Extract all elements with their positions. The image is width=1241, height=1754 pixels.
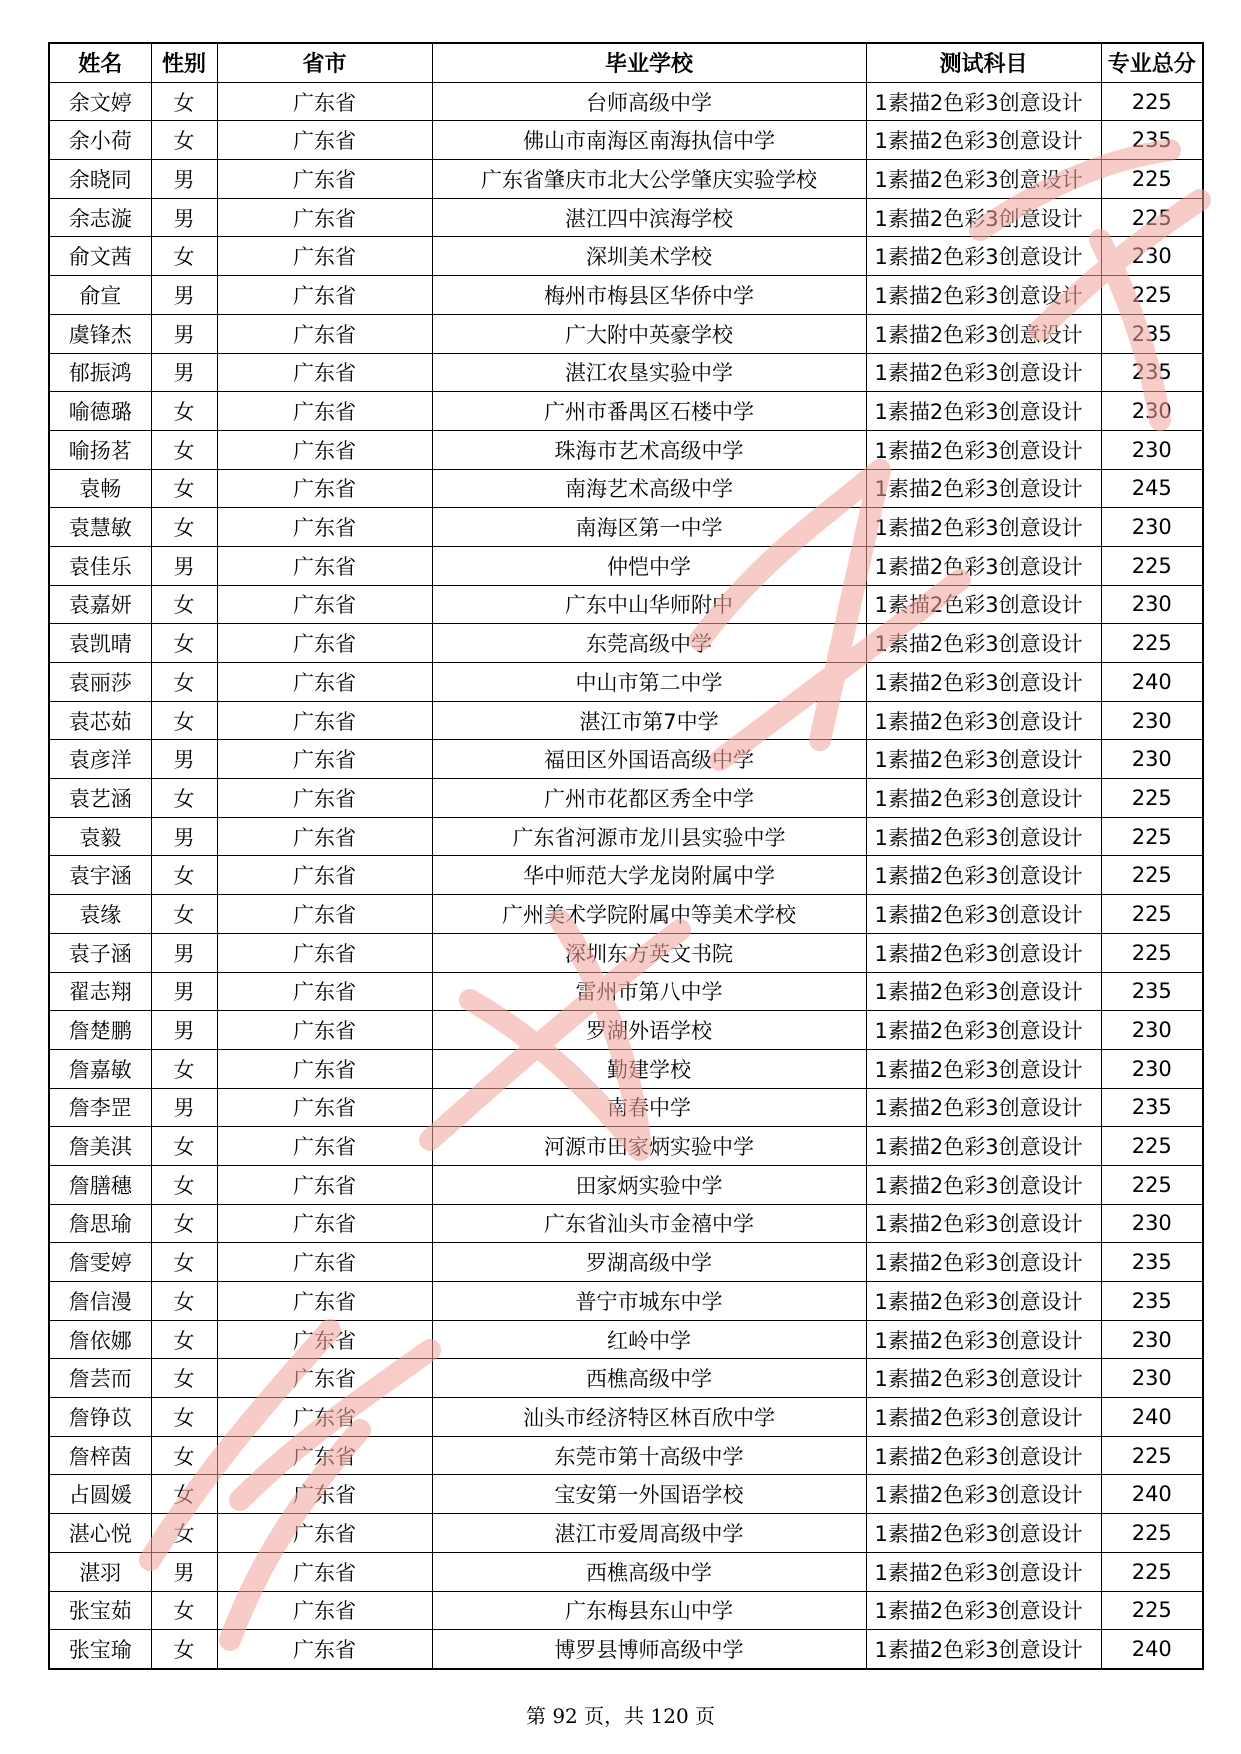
table-row <box>49 237 1203 276</box>
cell-gender: 男 <box>151 817 217 856</box>
cell-gender: 男 <box>151 314 217 353</box>
cell-subject: 1素描2色彩3创意设计 <box>866 779 1101 818</box>
cell-school: 中山市第二中学 <box>432 663 866 702</box>
col-header-name: 姓名 <box>49 43 151 82</box>
cell-gender: 女 <box>151 1320 217 1359</box>
cell-school: 深圳美术学校 <box>432 237 866 276</box>
table-row <box>49 508 1203 547</box>
cell-total-score: 230 <box>1101 740 1203 779</box>
cell-province: 广东省 <box>217 856 432 895</box>
cell-province: 广东省 <box>217 701 432 740</box>
cell-total-score: 230 <box>1101 1359 1203 1398</box>
score-table <box>48 42 1204 1670</box>
cell-school: 湛江农垦实验中学 <box>432 353 866 392</box>
table-row <box>49 314 1203 353</box>
cell-name: 郁振鸿 <box>49 353 151 392</box>
table-row <box>49 663 1203 702</box>
cell-province: 广东省 <box>217 1011 432 1050</box>
table-row <box>49 1475 1203 1514</box>
cell-subject: 1素描2色彩3创意设计 <box>866 933 1101 972</box>
cell-gender: 男 <box>151 160 217 199</box>
cell-subject: 1素描2色彩3创意设计 <box>866 198 1101 237</box>
cell-school: 广东省河源市龙川县实验中学 <box>432 817 866 856</box>
cell-total-score: 225 <box>1101 1127 1203 1166</box>
cell-school: 广东梅县东山中学 <box>432 1591 866 1630</box>
col-header-province: 省市 <box>217 43 432 82</box>
cell-subject: 1素描2色彩3创意设计 <box>866 972 1101 1011</box>
cell-subject: 1素描2色彩3创意设计 <box>866 740 1101 779</box>
cell-gender: 男 <box>151 740 217 779</box>
table-row <box>49 817 1203 856</box>
cell-school: 东莞市第十高级中学 <box>432 1436 866 1475</box>
cell-gender: 女 <box>151 1398 217 1437</box>
cell-school: 佛山市南海区南海执信中学 <box>432 121 866 160</box>
table-row <box>49 1011 1203 1050</box>
cell-name: 袁丽莎 <box>49 663 151 702</box>
table-row <box>49 1243 1203 1282</box>
table-row <box>49 1591 1203 1630</box>
cell-total-score: 225 <box>1101 198 1203 237</box>
table-row <box>49 1282 1203 1321</box>
cell-subject: 1素描2色彩3创意设计 <box>866 585 1101 624</box>
cell-name: 詹雯婷 <box>49 1243 151 1282</box>
cell-total-score: 225 <box>1101 1514 1203 1553</box>
cell-subject: 1素描2色彩3创意设计 <box>866 895 1101 934</box>
cell-gender: 男 <box>151 546 217 585</box>
cell-subject: 1素描2色彩3创意设计 <box>866 1165 1101 1204</box>
table-row <box>49 1552 1203 1591</box>
cell-gender: 女 <box>151 624 217 663</box>
cell-school: 宝安第一外国语学校 <box>432 1475 866 1514</box>
cell-name: 袁嘉妍 <box>49 585 151 624</box>
cell-subject: 1素描2色彩3创意设计 <box>866 314 1101 353</box>
cell-subject: 1素描2色彩3创意设计 <box>866 237 1101 276</box>
cell-province: 广东省 <box>217 82 432 121</box>
table-row <box>49 585 1203 624</box>
cell-subject: 1素描2色彩3创意设计 <box>866 817 1101 856</box>
cell-total-score: 225 <box>1101 1552 1203 1591</box>
cell-school: 东莞高级中学 <box>432 624 866 663</box>
cell-name: 余小荷 <box>49 121 151 160</box>
cell-province: 广东省 <box>217 1359 432 1398</box>
cell-name: 喻德璐 <box>49 392 151 431</box>
cell-school: 深圳东方英文书院 <box>432 933 866 972</box>
cell-name: 张宝瑜 <box>49 1630 151 1669</box>
cell-school: 福田区外国语高级中学 <box>432 740 866 779</box>
table-row <box>49 121 1203 160</box>
cell-province: 广东省 <box>217 237 432 276</box>
cell-gender: 女 <box>151 237 217 276</box>
cell-name: 詹美淇 <box>49 1127 151 1166</box>
cell-gender: 男 <box>151 1088 217 1127</box>
cell-subject: 1素描2色彩3创意设计 <box>866 276 1101 315</box>
cell-subject: 1素描2色彩3创意设计 <box>866 1127 1101 1166</box>
cell-gender: 男 <box>151 198 217 237</box>
cell-province: 广东省 <box>217 585 432 624</box>
cell-school: 南海区第一中学 <box>432 508 866 547</box>
cell-subject: 1素描2色彩3创意设计 <box>866 1088 1101 1127</box>
cell-school: 河源市田家炳实验中学 <box>432 1127 866 1166</box>
table-row <box>49 701 1203 740</box>
table-row <box>49 1320 1203 1359</box>
cell-total-score: 225 <box>1101 895 1203 934</box>
table-row <box>49 624 1203 663</box>
cell-province: 广东省 <box>217 1552 432 1591</box>
cell-name: 袁佳乐 <box>49 546 151 585</box>
cell-province: 广东省 <box>217 121 432 160</box>
cell-school: 湛江市第7中学 <box>432 701 866 740</box>
cell-gender: 女 <box>151 1475 217 1514</box>
cell-gender: 男 <box>151 276 217 315</box>
cell-total-score: 225 <box>1101 1165 1203 1204</box>
cell-province: 广东省 <box>217 392 432 431</box>
cell-name: 詹铮苡 <box>49 1398 151 1437</box>
cell-name: 袁子涵 <box>49 933 151 972</box>
table-row <box>49 933 1203 972</box>
cell-subject: 1素描2色彩3创意设计 <box>866 1475 1101 1514</box>
cell-name: 张宝茹 <box>49 1591 151 1630</box>
cell-name: 詹梓茵 <box>49 1436 151 1475</box>
cell-subject: 1素描2色彩3创意设计 <box>866 546 1101 585</box>
cell-gender: 女 <box>151 1436 217 1475</box>
table-row <box>49 972 1203 1011</box>
cell-total-score: 240 <box>1101 1475 1203 1514</box>
cell-province: 广东省 <box>217 314 432 353</box>
cell-name: 詹嘉敏 <box>49 1049 151 1088</box>
cell-subject: 1素描2色彩3创意设计 <box>866 160 1101 199</box>
cell-name: 詹李罡 <box>49 1088 151 1127</box>
cell-total-score: 230 <box>1101 701 1203 740</box>
cell-school: 西樵高级中学 <box>432 1552 866 1591</box>
cell-subject: 1素描2色彩3创意设计 <box>866 1320 1101 1359</box>
cell-subject: 1素描2色彩3创意设计 <box>866 856 1101 895</box>
cell-gender: 女 <box>151 663 217 702</box>
cell-province: 广东省 <box>217 198 432 237</box>
table-row <box>49 276 1203 315</box>
cell-gender: 女 <box>151 82 217 121</box>
cell-school: 罗湖高级中学 <box>432 1243 866 1282</box>
cell-total-score: 225 <box>1101 817 1203 856</box>
cell-province: 广东省 <box>217 1436 432 1475</box>
cell-school: 广州市花都区秀全中学 <box>432 779 866 818</box>
cell-province: 广东省 <box>217 1049 432 1088</box>
cell-gender: 女 <box>151 895 217 934</box>
cell-school: 汕头市经济特区林百欣中学 <box>432 1398 866 1437</box>
cell-subject: 1素描2色彩3创意设计 <box>866 1243 1101 1282</box>
cell-total-score: 230 <box>1101 508 1203 547</box>
table-row <box>49 82 1203 121</box>
cell-name: 余文婷 <box>49 82 151 121</box>
cell-name: 湛心悦 <box>49 1514 151 1553</box>
cell-gender: 男 <box>151 1552 217 1591</box>
cell-school: 广东省肇庆市北大公学肇庆实验学校 <box>432 160 866 199</box>
cell-subject: 1素描2色彩3创意设计 <box>866 353 1101 392</box>
cell-name: 袁宇涵 <box>49 856 151 895</box>
cell-school: 台师高级中学 <box>432 82 866 121</box>
cell-school: 南春中学 <box>432 1088 866 1127</box>
cell-name: 詹楚鹏 <box>49 1011 151 1050</box>
cell-total-score: 245 <box>1101 469 1203 508</box>
cell-total-score: 225 <box>1101 1436 1203 1475</box>
cell-total-score: 225 <box>1101 779 1203 818</box>
cell-name: 袁缘 <box>49 895 151 934</box>
col-header-school: 毕业学校 <box>432 43 866 82</box>
cell-total-score: 230 <box>1101 1204 1203 1243</box>
table-row <box>49 160 1203 199</box>
cell-gender: 男 <box>151 972 217 1011</box>
cell-gender: 女 <box>151 1282 217 1321</box>
cell-subject: 1素描2色彩3创意设计 <box>866 1204 1101 1243</box>
cell-gender: 女 <box>151 469 217 508</box>
cell-name: 翟志翔 <box>49 972 151 1011</box>
cell-name: 袁芯茹 <box>49 701 151 740</box>
table-row <box>49 1165 1203 1204</box>
cell-name: 余晓同 <box>49 160 151 199</box>
cell-province: 广东省 <box>217 276 432 315</box>
cell-province: 广东省 <box>217 1475 432 1514</box>
cell-total-score: 240 <box>1101 663 1203 702</box>
table-row <box>49 1398 1203 1437</box>
cell-province: 广东省 <box>217 933 432 972</box>
table-row <box>49 1359 1203 1398</box>
cell-name: 喻扬茗 <box>49 430 151 469</box>
cell-total-score: 235 <box>1101 353 1203 392</box>
cell-subject: 1素描2色彩3创意设计 <box>866 1514 1101 1553</box>
cell-gender: 女 <box>151 1243 217 1282</box>
col-header-gender: 性别 <box>151 43 217 82</box>
cell-name: 俞文茜 <box>49 237 151 276</box>
cell-subject: 1素描2色彩3创意设计 <box>866 1436 1101 1475</box>
cell-name: 湛羽 <box>49 1552 151 1591</box>
cell-subject: 1素描2色彩3创意设计 <box>866 121 1101 160</box>
cell-name: 詹膳穗 <box>49 1165 151 1204</box>
cell-subject: 1素描2色彩3创意设计 <box>866 1552 1101 1591</box>
cell-subject: 1素描2色彩3创意设计 <box>866 1398 1101 1437</box>
cell-school: 南海艺术高级中学 <box>432 469 866 508</box>
cell-school: 仲恺中学 <box>432 546 866 585</box>
cell-name: 袁毅 <box>49 817 151 856</box>
cell-gender: 女 <box>151 1127 217 1166</box>
cell-subject: 1素描2色彩3创意设计 <box>866 1359 1101 1398</box>
cell-province: 广东省 <box>217 508 432 547</box>
cell-name: 詹思瑜 <box>49 1204 151 1243</box>
cell-total-score: 230 <box>1101 585 1203 624</box>
cell-total-score: 235 <box>1101 1243 1203 1282</box>
cell-subject: 1素描2色彩3创意设计 <box>866 701 1101 740</box>
cell-total-score: 230 <box>1101 237 1203 276</box>
table-row <box>49 546 1203 585</box>
cell-total-score: 225 <box>1101 160 1203 199</box>
cell-province: 广东省 <box>217 1514 432 1553</box>
cell-province: 广东省 <box>217 546 432 585</box>
table-row <box>49 392 1203 431</box>
cell-total-score: 230 <box>1101 1011 1203 1050</box>
cell-name: 袁艺涵 <box>49 779 151 818</box>
cell-name: 詹信漫 <box>49 1282 151 1321</box>
cell-name: 余志漩 <box>49 198 151 237</box>
cell-name: 詹芸而 <box>49 1359 151 1398</box>
cell-province: 广东省 <box>217 895 432 934</box>
cell-subject: 1素描2色彩3创意设计 <box>866 624 1101 663</box>
cell-province: 广东省 <box>217 1165 432 1204</box>
cell-province: 广东省 <box>217 1204 432 1243</box>
cell-gender: 女 <box>151 121 217 160</box>
cell-province: 广东省 <box>217 1282 432 1321</box>
cell-gender: 男 <box>151 353 217 392</box>
cell-subject: 1素描2色彩3创意设计 <box>866 1630 1101 1669</box>
cell-total-score: 240 <box>1101 1630 1203 1669</box>
cell-school: 梅州市梅县区华侨中学 <box>432 276 866 315</box>
table-body <box>49 82 1203 1669</box>
cell-school: 湛江四中滨海学校 <box>432 198 866 237</box>
table-row <box>49 895 1203 934</box>
cell-subject: 1素描2色彩3创意设计 <box>866 82 1101 121</box>
cell-gender: 女 <box>151 585 217 624</box>
cell-province: 广东省 <box>217 972 432 1011</box>
cell-province: 广东省 <box>217 1243 432 1282</box>
table-row <box>49 779 1203 818</box>
cell-gender: 女 <box>151 1359 217 1398</box>
table-row <box>49 430 1203 469</box>
cell-total-score: 235 <box>1101 972 1203 1011</box>
cell-school: 博罗县博师高级中学 <box>432 1630 866 1669</box>
cell-name: 袁慧敏 <box>49 508 151 547</box>
table-row <box>49 469 1203 508</box>
cell-school: 雷州市第八中学 <box>432 972 866 1011</box>
cell-subject: 1素描2色彩3创意设计 <box>866 392 1101 431</box>
cell-province: 广东省 <box>217 1591 432 1630</box>
cell-total-score: 225 <box>1101 624 1203 663</box>
cell-province: 广东省 <box>217 353 432 392</box>
cell-school: 田家炳实验中学 <box>432 1165 866 1204</box>
header-row <box>49 43 1203 82</box>
table-row <box>49 1204 1203 1243</box>
cell-school: 普宁市城东中学 <box>432 1282 866 1321</box>
cell-total-score: 230 <box>1101 430 1203 469</box>
cell-gender: 女 <box>151 430 217 469</box>
table-row <box>49 856 1203 895</box>
cell-school: 广东中山华师附中 <box>432 585 866 624</box>
cell-province: 广东省 <box>217 1127 432 1166</box>
cell-school: 华中师范大学龙岗附属中学 <box>432 856 866 895</box>
cell-school: 广大附中英豪学校 <box>432 314 866 353</box>
cell-province: 广东省 <box>217 1320 432 1359</box>
cell-subject: 1素描2色彩3创意设计 <box>866 469 1101 508</box>
cell-province: 广东省 <box>217 1398 432 1437</box>
cell-subject: 1素描2色彩3创意设计 <box>866 1282 1101 1321</box>
cell-total-score: 235 <box>1101 121 1203 160</box>
cell-name: 袁凯晴 <box>49 624 151 663</box>
cell-name: 占圆媛 <box>49 1475 151 1514</box>
cell-total-score: 225 <box>1101 276 1203 315</box>
cell-name: 俞宣 <box>49 276 151 315</box>
cell-gender: 女 <box>151 1049 217 1088</box>
cell-total-score: 235 <box>1101 1088 1203 1127</box>
cell-name: 袁彦洋 <box>49 740 151 779</box>
cell-total-score: 235 <box>1101 314 1203 353</box>
cell-gender: 女 <box>151 1165 217 1204</box>
cell-subject: 1素描2色彩3创意设计 <box>866 1591 1101 1630</box>
cell-subject: 1素描2色彩3创意设计 <box>866 508 1101 547</box>
cell-province: 广东省 <box>217 469 432 508</box>
cell-gender: 男 <box>151 1011 217 1050</box>
table-row <box>49 1127 1203 1166</box>
cell-school: 罗湖外语学校 <box>432 1011 866 1050</box>
table-row <box>49 1436 1203 1475</box>
table-row <box>49 740 1203 779</box>
cell-subject: 1素描2色彩3创意设计 <box>866 430 1101 469</box>
cell-province: 广东省 <box>217 663 432 702</box>
cell-gender: 女 <box>151 392 217 431</box>
table-row <box>49 1049 1203 1088</box>
cell-total-score: 225 <box>1101 1591 1203 1630</box>
cell-total-score: 230 <box>1101 392 1203 431</box>
cell-total-score: 240 <box>1101 1398 1203 1437</box>
table-row <box>49 1088 1203 1127</box>
cell-gender: 男 <box>151 933 217 972</box>
table-row <box>49 1514 1203 1553</box>
cell-gender: 女 <box>151 856 217 895</box>
cell-name: 虞锋杰 <box>49 314 151 353</box>
cell-gender: 女 <box>151 1204 217 1243</box>
cell-school: 湛江市爱周高级中学 <box>432 1514 866 1553</box>
cell-school: 广东省汕头市金禧中学 <box>432 1204 866 1243</box>
cell-school: 西樵高级中学 <box>432 1359 866 1398</box>
cell-total-score: 230 <box>1101 1320 1203 1359</box>
cell-province: 广东省 <box>217 1088 432 1127</box>
cell-province: 广东省 <box>217 779 432 818</box>
cell-gender: 女 <box>151 1591 217 1630</box>
cell-school: 广州美术学院附属中等美术学校 <box>432 895 866 934</box>
cell-province: 广东省 <box>217 160 432 199</box>
cell-province: 广东省 <box>217 1630 432 1669</box>
cell-subject: 1素描2色彩3创意设计 <box>866 1049 1101 1088</box>
cell-subject: 1素描2色彩3创意设计 <box>866 663 1101 702</box>
cell-province: 广东省 <box>217 624 432 663</box>
cell-total-score: 225 <box>1101 856 1203 895</box>
table-row <box>49 1630 1203 1669</box>
cell-name: 袁畅 <box>49 469 151 508</box>
cell-province: 广东省 <box>217 740 432 779</box>
cell-total-score: 225 <box>1101 82 1203 121</box>
cell-school: 勤建学校 <box>432 1049 866 1088</box>
table-row <box>49 353 1203 392</box>
cell-gender: 女 <box>151 701 217 740</box>
cell-gender: 女 <box>151 1630 217 1669</box>
cell-total-score: 225 <box>1101 933 1203 972</box>
cell-name: 詹依娜 <box>49 1320 151 1359</box>
cell-total-score: 230 <box>1101 1049 1203 1088</box>
cell-province: 广东省 <box>217 817 432 856</box>
cell-total-score: 235 <box>1101 1282 1203 1321</box>
cell-total-score: 225 <box>1101 546 1203 585</box>
page-footer: 第 92 页，共 120 页 <box>525 1704 716 1728</box>
cell-gender: 女 <box>151 1514 217 1553</box>
cell-gender: 女 <box>151 779 217 818</box>
col-header-total-score: 专业总分 <box>1101 43 1203 82</box>
cell-gender: 女 <box>151 508 217 547</box>
cell-school: 珠海市艺术高级中学 <box>432 430 866 469</box>
cell-school: 红岭中学 <box>432 1320 866 1359</box>
cell-school: 广州市番禺区石楼中学 <box>432 392 866 431</box>
col-header-subject: 测试科目 <box>866 43 1101 82</box>
table-row <box>49 198 1203 237</box>
score-table-container <box>48 42 1202 1670</box>
cell-province: 广东省 <box>217 430 432 469</box>
cell-subject: 1素描2色彩3创意设计 <box>866 1011 1101 1050</box>
